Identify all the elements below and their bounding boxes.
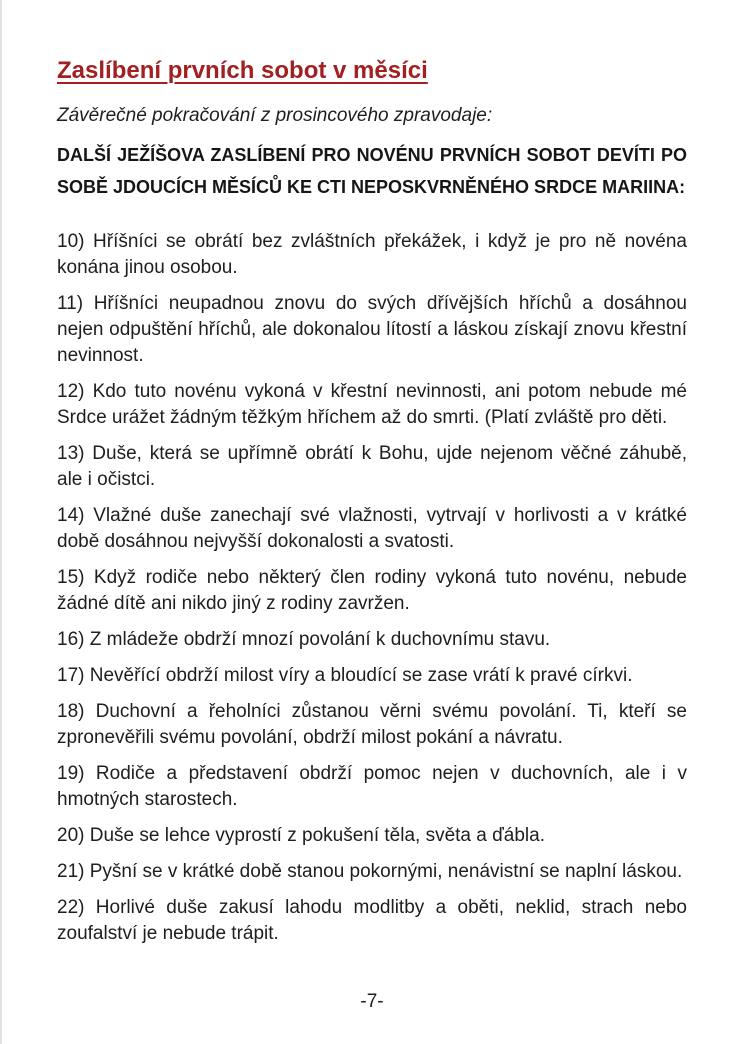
paragraph-13: 13) Duše, která se upřímně obrátí k Bohu, ujde nejenom věčné záhubě, ale i očistci.	[57, 443, 687, 490]
subtitle: Závěrečné pokračování z prosincového zpravodaje:	[57, 105, 493, 126]
paragraph-16: 16) Z mládeže obdrží mnozí povolání k duchovnímu stavu.	[57, 629, 551, 650]
paragraph-20: 20) Duše se lehce vyprostí z pokušení těla, světa a ďábla.	[57, 825, 545, 846]
paragraph-18: 18) Duchovní a řeholníci zůstanou věrni svému povolání. Ti, kteří se zpronevěřili svému povolání, obdrží milost pokání a návratu.	[57, 701, 687, 748]
page-number: -7-	[360, 991, 384, 1012]
page-content	[57, 57, 687, 947]
paragraph-10: 10) Hříšníci se obrátí bez zvláštních překážek, i když je pro ně novéna konána jinou osobou.	[57, 231, 687, 278]
paragraph-12: 12) Kdo tuto novénu vykoná v křestní nevinnosti, ani potom nebude mé Srdce urážet žádným těžkým hříchem až do smrti. (Platí zvláště pro děti.	[57, 381, 687, 428]
page-title: Zaslíbení prvních sobot v měsíci	[57, 57, 428, 84]
paragraph-11: 11) Hříšníci neupadnou znovu do svých dřívějších hříchů a dosáhnou nejen odpuštění hříchů, ale dokonalou lítostí a láskou získají znovu křestní nevinnost.	[57, 293, 687, 366]
paragraph-21: 21) Pyšní se v krátké době stanou pokornými, nenávistní se naplní láskou.	[57, 861, 683, 882]
paragraph-15: 15) Když rodiče nebo některý člen rodiny vykoná tuto novénu, nebude žádné dítě ani nikdo jiný z rodiny zavržen.	[57, 567, 687, 614]
paragraph-19: 19) Rodiče a představení obdrží pomoc nejen v duchovních, ale i v hmotných starostech.	[57, 763, 687, 810]
scan-edge-artifact	[0, 0, 2, 1044]
paragraph-17: 17) Nevěřící obdrží milost víry a bloudící se zase vrátí k pravé církvi.	[57, 665, 633, 686]
paragraph-22: 22) Horlivé duše zakusí lahodu modlitby a oběti, neklid, strach nebo zoufalství je nebude trápit.	[57, 897, 687, 944]
paragraph-14: 14) Vlažné duše zanechají své vlažnosti, vytrvají v horlivosti a v krátké době dosáhnou nejvyšší dokonalosti a svatosti.	[57, 505, 687, 552]
intro-heading: DALŠÍ JEŽÍŠOVA ZASLÍBENÍ PRO NOVÉNU PRVNÍCH SOBOT DEVÍTI PO SOBĚ JDOUCÍCH MĚSÍCŮ KE CTI NEPOSKVRNĚNÉHO SRDCE MARIINA:	[57, 145, 687, 197]
